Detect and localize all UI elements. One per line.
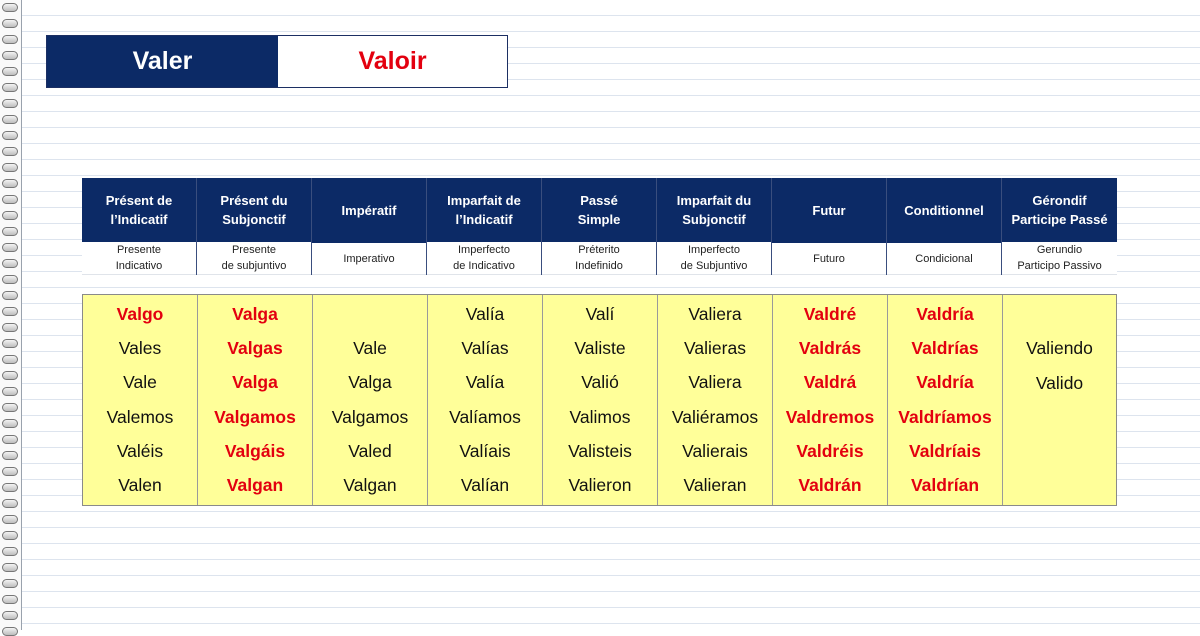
binding-ring-icon <box>2 259 18 268</box>
binding-ring-icon <box>2 403 18 412</box>
tense-name-french: Gérondif Participe Passé <box>1002 178 1117 242</box>
regular-form-cell: Valiera <box>688 372 742 393</box>
tense-name-spanish: Condicional <box>887 243 1001 275</box>
regular-form-cell: Valí <box>585 303 615 324</box>
binding-ring-icon <box>2 19 18 28</box>
irregular-form-cell: Valdrá <box>803 372 857 393</box>
past-participle-cell: Valido <box>1035 373 1084 393</box>
tense-header-column <box>197 178 312 275</box>
irregular-form-cell: Valdrías <box>911 337 979 358</box>
regular-form-cell: Vale <box>353 337 387 358</box>
irregular-form-cell: Valdrán <box>798 475 862 496</box>
binding-ring-icon <box>2 307 18 316</box>
binding-ring-icon <box>2 467 18 476</box>
irregular-form-cell: Valdrás <box>798 337 862 358</box>
binding-ring-icon <box>2 115 18 124</box>
binding-ring-icon <box>2 563 18 572</box>
regular-form-cell: Valieron <box>568 475 632 496</box>
regular-form-cell: Valed <box>348 440 392 461</box>
irregular-form-cell: Valga <box>232 303 278 324</box>
tense-name-french: Imparfait du Subjonctif <box>657 178 771 242</box>
regular-form-cell: Valéis <box>116 440 164 461</box>
irregular-form-cell: Valdríamos <box>898 406 992 427</box>
irregular-form-cell: Valdríais <box>909 440 981 461</box>
binding-ring-icon <box>2 355 18 364</box>
tense-name-french: Passé Simple <box>542 178 656 242</box>
tense-name-spanish: Imperfecto de Indicativo <box>427 242 541 275</box>
tense-header-column <box>82 178 197 275</box>
binding-ring-icon <box>2 3 18 12</box>
binding-ring-icon <box>2 579 18 588</box>
regular-form-cell: Valimos <box>569 406 631 427</box>
regular-form-cell: Valierais <box>682 440 748 461</box>
binding-ring-icon <box>2 51 18 60</box>
spanish-verb-title: Valer <box>47 36 278 87</box>
binding-ring-icon <box>2 531 18 540</box>
binding-ring-icon <box>2 67 18 76</box>
tense-name-spanish: Préterito Indefinido <box>542 242 656 275</box>
binding-ring-icon <box>2 483 18 492</box>
tense-header-column <box>772 178 887 275</box>
irregular-form-cell: Valdrían <box>910 475 980 496</box>
regular-form-cell: Valemos <box>106 406 174 427</box>
irregular-form-cell: Valgo <box>116 303 164 324</box>
tense-name-french: Conditionnel <box>887 178 1001 243</box>
binding-ring-icon <box>2 147 18 156</box>
tense-header-table <box>82 178 1117 275</box>
binding-ring-icon <box>2 227 18 236</box>
regular-form-cell: Valía <box>465 303 505 324</box>
binding-ring-icon <box>2 291 18 300</box>
regular-form-cell: Valgamos <box>331 406 409 427</box>
verb-title-bar <box>46 35 508 88</box>
irregular-form-cell: Valga <box>232 372 278 393</box>
irregular-form-cell: Valgáis <box>224 440 286 461</box>
binding-ring-icon <box>2 179 18 188</box>
tense-name-french: Impératif <box>312 178 426 243</box>
regular-form-cell <box>313 297 427 331</box>
irregular-form-cell: Valgan <box>226 475 284 496</box>
conjugation-column <box>888 295 1003 505</box>
irregular-form-cell: Valdría <box>916 372 974 393</box>
regular-form-cell: Valga <box>348 372 392 393</box>
conjugation-column <box>428 295 543 505</box>
binding-ring-icon <box>2 323 18 332</box>
regular-form-cell: Valió <box>581 372 619 393</box>
tense-name-spanish: Presente Indicativo <box>82 242 196 275</box>
binding-ring-icon <box>2 371 18 380</box>
irregular-form-cell: Valdré <box>803 303 857 324</box>
regular-form-cell: Valiéramos <box>671 406 759 427</box>
tense-header-column <box>657 178 772 275</box>
tense-name-spanish: Futuro <box>772 243 886 275</box>
gerund-cell: Valiendo <box>1026 338 1093 358</box>
tense-name-spanish: Imperativo <box>312 243 426 275</box>
regular-form-cell: Valiera <box>688 303 742 324</box>
irregular-form-cell: Valgamos <box>214 406 296 427</box>
tense-header-column <box>427 178 542 275</box>
tense-name-spanish: Presente de subjuntivo <box>197 242 311 275</box>
tense-header-column <box>542 178 657 275</box>
conjugation-table <box>82 294 1117 506</box>
irregular-form-cell: Valgas <box>227 337 283 358</box>
binding-ring-icon <box>2 35 18 44</box>
binding-ring-icon <box>2 275 18 284</box>
conjugation-column <box>543 295 658 505</box>
regular-form-cell: Vales <box>118 337 162 358</box>
regular-form-cell: Valieras <box>684 337 746 358</box>
binding-ring-icon <box>2 211 18 220</box>
binding-ring-icon <box>2 99 18 108</box>
binding-ring-icon <box>2 243 18 252</box>
conjugation-column <box>83 295 198 505</box>
binding-ring-icon <box>2 627 18 636</box>
conjugation-column <box>198 295 313 505</box>
binding-ring-icon <box>2 515 18 524</box>
regular-form-cell: Valieran <box>683 475 747 496</box>
irregular-form-cell: Valdréis <box>796 440 864 461</box>
tense-name-french: Imparfait de l’Indicatif <box>427 178 541 242</box>
tense-name-spanish: Gerundio Participo Passivo <box>1002 242 1117 275</box>
regular-form-cell: Valgan <box>343 475 397 496</box>
tense-header-column <box>887 178 1002 275</box>
binding-ring-icon <box>2 131 18 140</box>
regular-form-cell: Valías <box>461 337 509 358</box>
binding-ring-icon <box>2 547 18 556</box>
notebook-binding <box>0 0 22 630</box>
binding-ring-icon <box>2 611 18 620</box>
binding-ring-icon <box>2 499 18 508</box>
regular-form-cell: Valisteis <box>568 440 632 461</box>
tense-name-french: Présent du Subjonctif <box>197 178 311 242</box>
binding-ring-icon <box>2 387 18 396</box>
tense-name-french: Futur <box>772 178 886 243</box>
irregular-form-cell: Valdría <box>916 303 974 324</box>
tense-name-spanish: Imperfecto de Subjuntivo <box>657 242 771 275</box>
conjugation-column <box>773 295 888 505</box>
irregular-form-cell: Valdremos <box>785 406 875 427</box>
binding-ring-icon <box>2 595 18 604</box>
binding-ring-icon <box>2 419 18 428</box>
gerund-participle-column <box>1003 295 1116 505</box>
binding-ring-icon <box>2 339 18 348</box>
binding-ring-icon <box>2 435 18 444</box>
regular-form-cell: Valíamos <box>449 406 521 427</box>
tense-header-column <box>312 178 427 275</box>
binding-ring-icon <box>2 451 18 460</box>
regular-form-cell: Valíais <box>459 440 511 461</box>
regular-form-cell: Valía <box>465 372 505 393</box>
binding-ring-icon <box>2 195 18 204</box>
french-verb-title: Valoir <box>278 36 507 87</box>
regular-form-cell: Vale <box>123 372 157 393</box>
regular-form-cell: Valían <box>460 475 510 496</box>
binding-ring-icon <box>2 83 18 92</box>
conjugation-column <box>313 295 428 505</box>
tense-name-french: Présent de l’Indicatif <box>82 178 196 242</box>
regular-form-cell: Valen <box>118 475 162 496</box>
tense-header-column <box>1002 178 1117 275</box>
conjugation-column <box>658 295 773 505</box>
binding-ring-icon <box>2 163 18 172</box>
regular-form-cell: Valiste <box>574 337 626 358</box>
